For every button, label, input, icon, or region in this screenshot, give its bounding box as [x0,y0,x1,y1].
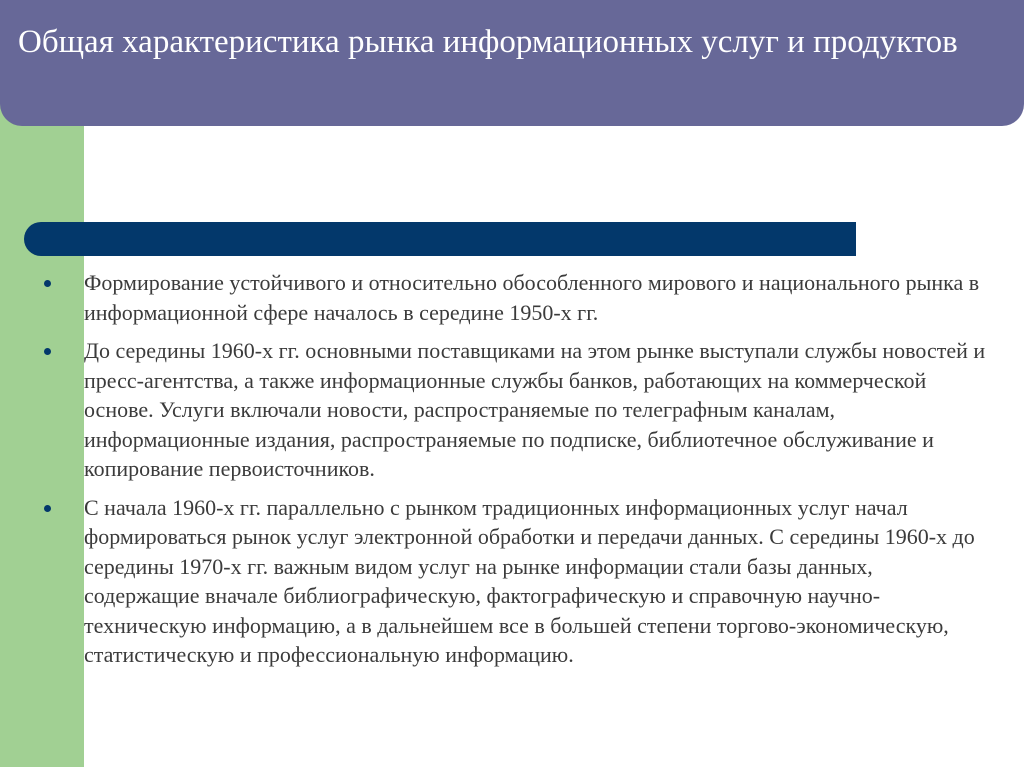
bullet-item [42,336,992,484]
bullet-text: С начала 1960-х гг. параллельно с рынком традиционных информационных услуг начал формироваться рынок услуг электронной обработки и передачи данных. С середины 1960-х до середины 1970-х гг. важным видом услуг на рынке информации стали базы данных, содержащие вначале библиографическую, фактографическую и справочную научно-техническую информацию, а в дальнейшем все в большей степени торгово-экономическую, статистическую и профессиональную информацию. [84,494,975,667]
bullet-list [42,268,992,679]
bullet-item [42,493,992,670]
title-bar [0,0,1024,126]
bullet-text: До середины 1960-х гг. основными поставщиками на этом рынке выступали службы новостей и пресс-агентства, а также информационные службы банков, работающих на коммерческой основе. Услуги включали новости, распространяемые по телеграфным каналам, информационные издания, распространяемые по подписке, библиотечное обслуживание и копирование первоисточников. [84,338,986,481]
bullet-dot-icon [44,348,51,355]
bullet-text: Формирование устойчивого и относительно обособленного мирового и национального рынка в информационной сфере началось в середине 1950-х гг. [84,270,980,325]
bullet-dot-icon [44,280,51,287]
slide-title: Общая характеристика рынка информационных услуг и продуктов [18,24,958,60]
bullet-item [42,268,992,327]
accent-bar [24,222,856,256]
bullet-dot-icon [44,505,51,512]
